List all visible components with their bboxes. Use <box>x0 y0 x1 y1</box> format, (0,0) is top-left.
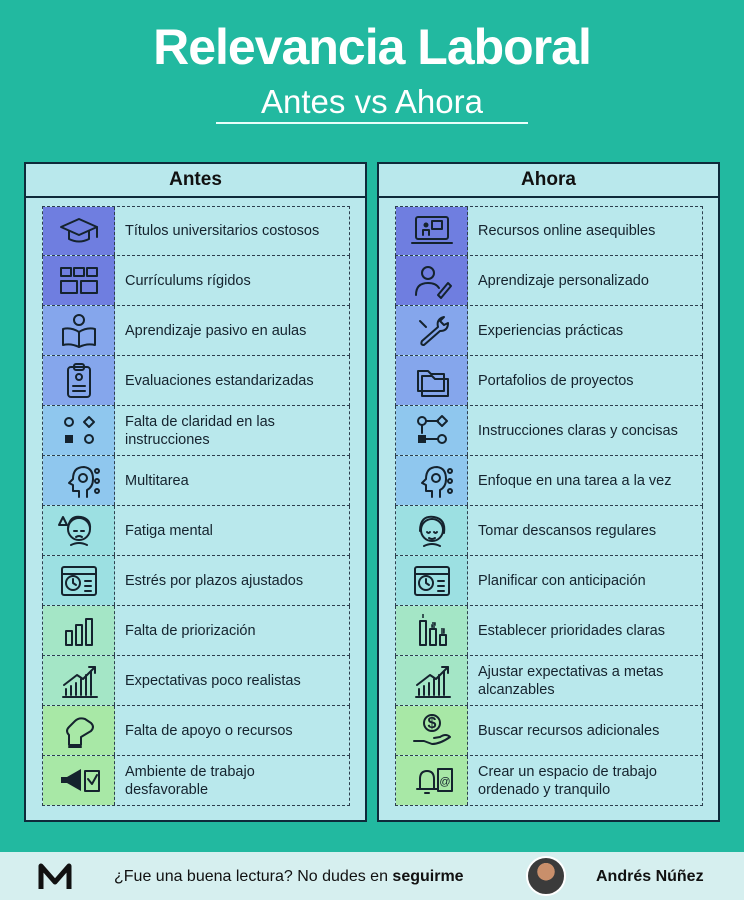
item-label: Evaluaciones estandarizadas <box>125 372 314 389</box>
icon-cell <box>396 756 468 805</box>
list-item <box>395 456 703 506</box>
icon-cell <box>43 506 115 555</box>
head-network-icon <box>57 461 101 501</box>
icon-cell <box>43 406 115 455</box>
ranked-bars-icon <box>410 611 454 651</box>
list-item <box>395 706 703 756</box>
icon-cell <box>43 306 115 355</box>
laptop-teacher-icon <box>410 211 454 251</box>
shapes-icon <box>57 411 101 451</box>
icon-cell <box>43 356 115 405</box>
money-hand-icon <box>410 711 454 751</box>
list-item <box>395 356 703 406</box>
list-item <box>395 506 703 556</box>
clock-calendar-icon <box>410 561 454 601</box>
clipboard-icon <box>57 361 101 401</box>
item-label: Aprendizaje pasivo en aulas <box>125 322 307 339</box>
item-label: Falta de priorización <box>125 622 256 639</box>
folders-icon <box>410 361 454 401</box>
item-label: Experiencias prácticas <box>478 322 624 339</box>
list-item <box>42 656 350 706</box>
icon-cell <box>396 606 468 655</box>
page-subtitle: Antes vs Ahora <box>261 83 483 120</box>
list-item <box>42 256 350 306</box>
item-label: Ajustar expectativas a metas alcanzables <box>478 663 664 698</box>
relaxed-person-icon <box>410 511 454 551</box>
footer-question-text: ¿Fue una buena lectura? No dudes en <box>114 868 393 885</box>
clock-calendar-icon <box>57 561 101 601</box>
tired-person-icon <box>57 511 101 551</box>
icon-cell <box>43 706 115 755</box>
list-item <box>42 756 350 806</box>
list-item <box>42 406 350 456</box>
item-label: Enfoque en una tarea a la vez <box>478 472 672 489</box>
layout-grid-icon <box>57 261 101 301</box>
footer-question <box>114 868 464 886</box>
item-label: Tomar descansos regulares <box>478 522 657 539</box>
flowchart-icon <box>410 411 454 451</box>
list-item <box>42 556 350 606</box>
list-item <box>395 756 703 806</box>
list-item <box>42 356 350 406</box>
icon-cell <box>396 656 468 705</box>
person-pen-icon <box>410 261 454 301</box>
head-network-icon <box>410 461 454 501</box>
ahora-list <box>395 206 703 806</box>
icon-cell <box>396 256 468 305</box>
icon-cell <box>43 556 115 605</box>
item-label: Falta de claridad en las instrucciones <box>125 413 275 448</box>
growth-chart-icon <box>57 661 101 701</box>
list-item <box>395 306 703 356</box>
item-label: Expectativas poco realistas <box>125 672 301 689</box>
list-item <box>395 256 703 306</box>
item-label: Ambiente de trabajo desfavorable <box>125 763 255 798</box>
hand-icon <box>57 711 101 751</box>
svg-text:@: @ <box>438 775 451 788</box>
svg-text:$: $ <box>427 714 436 732</box>
antes-panel <box>24 162 367 822</box>
item-label: Títulos universitarios costosos <box>125 223 320 239</box>
icon-cell <box>396 207 468 255</box>
list-item <box>42 306 350 356</box>
item-label: Instrucciones claras y concisas <box>478 422 678 439</box>
icon-cell <box>396 456 468 505</box>
list-item <box>395 406 703 456</box>
avatar <box>526 856 566 896</box>
item-label: Estrés por plazos ajustados <box>125 572 304 589</box>
list-item <box>395 606 703 656</box>
bar-chart-icon <box>57 611 101 651</box>
icon-cell <box>43 756 115 805</box>
item-label: Currículums rígidos <box>125 272 251 289</box>
icon-cell <box>396 706 468 755</box>
graduation-cap-icon <box>57 211 101 251</box>
megaphone-icon <box>57 761 101 801</box>
item-label: Portafolios de proyectos <box>478 372 634 389</box>
item-label: Planificar con anticipación <box>478 572 646 589</box>
icon-cell <box>43 456 115 505</box>
item-label: Multitarea <box>125 472 189 489</box>
icon-cell <box>43 256 115 305</box>
reading-person-icon <box>57 311 101 351</box>
item-label: Aprendizaje personalizado <box>478 272 649 289</box>
list-item <box>42 606 350 656</box>
list-item <box>395 656 703 706</box>
antes-list <box>42 206 350 806</box>
icon-cell <box>396 306 468 355</box>
list-item <box>42 456 350 506</box>
page-title: Relevancia Laboral <box>153 19 591 75</box>
list-item <box>42 206 350 256</box>
icon-cell <box>396 356 468 405</box>
item-label: Fatiga mental <box>125 522 213 539</box>
wrench-icon <box>410 311 454 351</box>
list-item <box>42 506 350 556</box>
ahora-panel <box>377 162 720 822</box>
follow-link[interactable]: seguirme <box>392 868 464 885</box>
list-item <box>395 206 703 256</box>
icon-cell <box>43 606 115 655</box>
item-label: Establecer prioridades claras <box>478 622 665 639</box>
icon-cell <box>43 207 115 255</box>
subtitle-underline <box>216 122 528 124</box>
list-item <box>42 706 350 756</box>
icon-cell <box>396 406 468 455</box>
icon-cell <box>396 506 468 555</box>
item-label: Falta de apoyo o recursos <box>125 722 293 739</box>
footer-bar <box>0 852 744 900</box>
ahora-header: Ahora <box>379 164 718 198</box>
item-label: Recursos online asequibles <box>478 223 656 239</box>
antes-header: Antes <box>26 164 365 198</box>
bell-frame-icon <box>410 761 454 801</box>
brand-logo-icon <box>38 862 72 892</box>
list-item <box>395 556 703 606</box>
icon-cell <box>396 556 468 605</box>
growth-chart-icon <box>410 661 454 701</box>
icon-cell <box>43 656 115 705</box>
item-label: Crear un espacio de trabajo ordenado y tranquilo <box>478 763 657 798</box>
item-label: Buscar recursos adicionales <box>478 722 660 739</box>
author-name: Andrés Núñez <box>596 868 704 885</box>
